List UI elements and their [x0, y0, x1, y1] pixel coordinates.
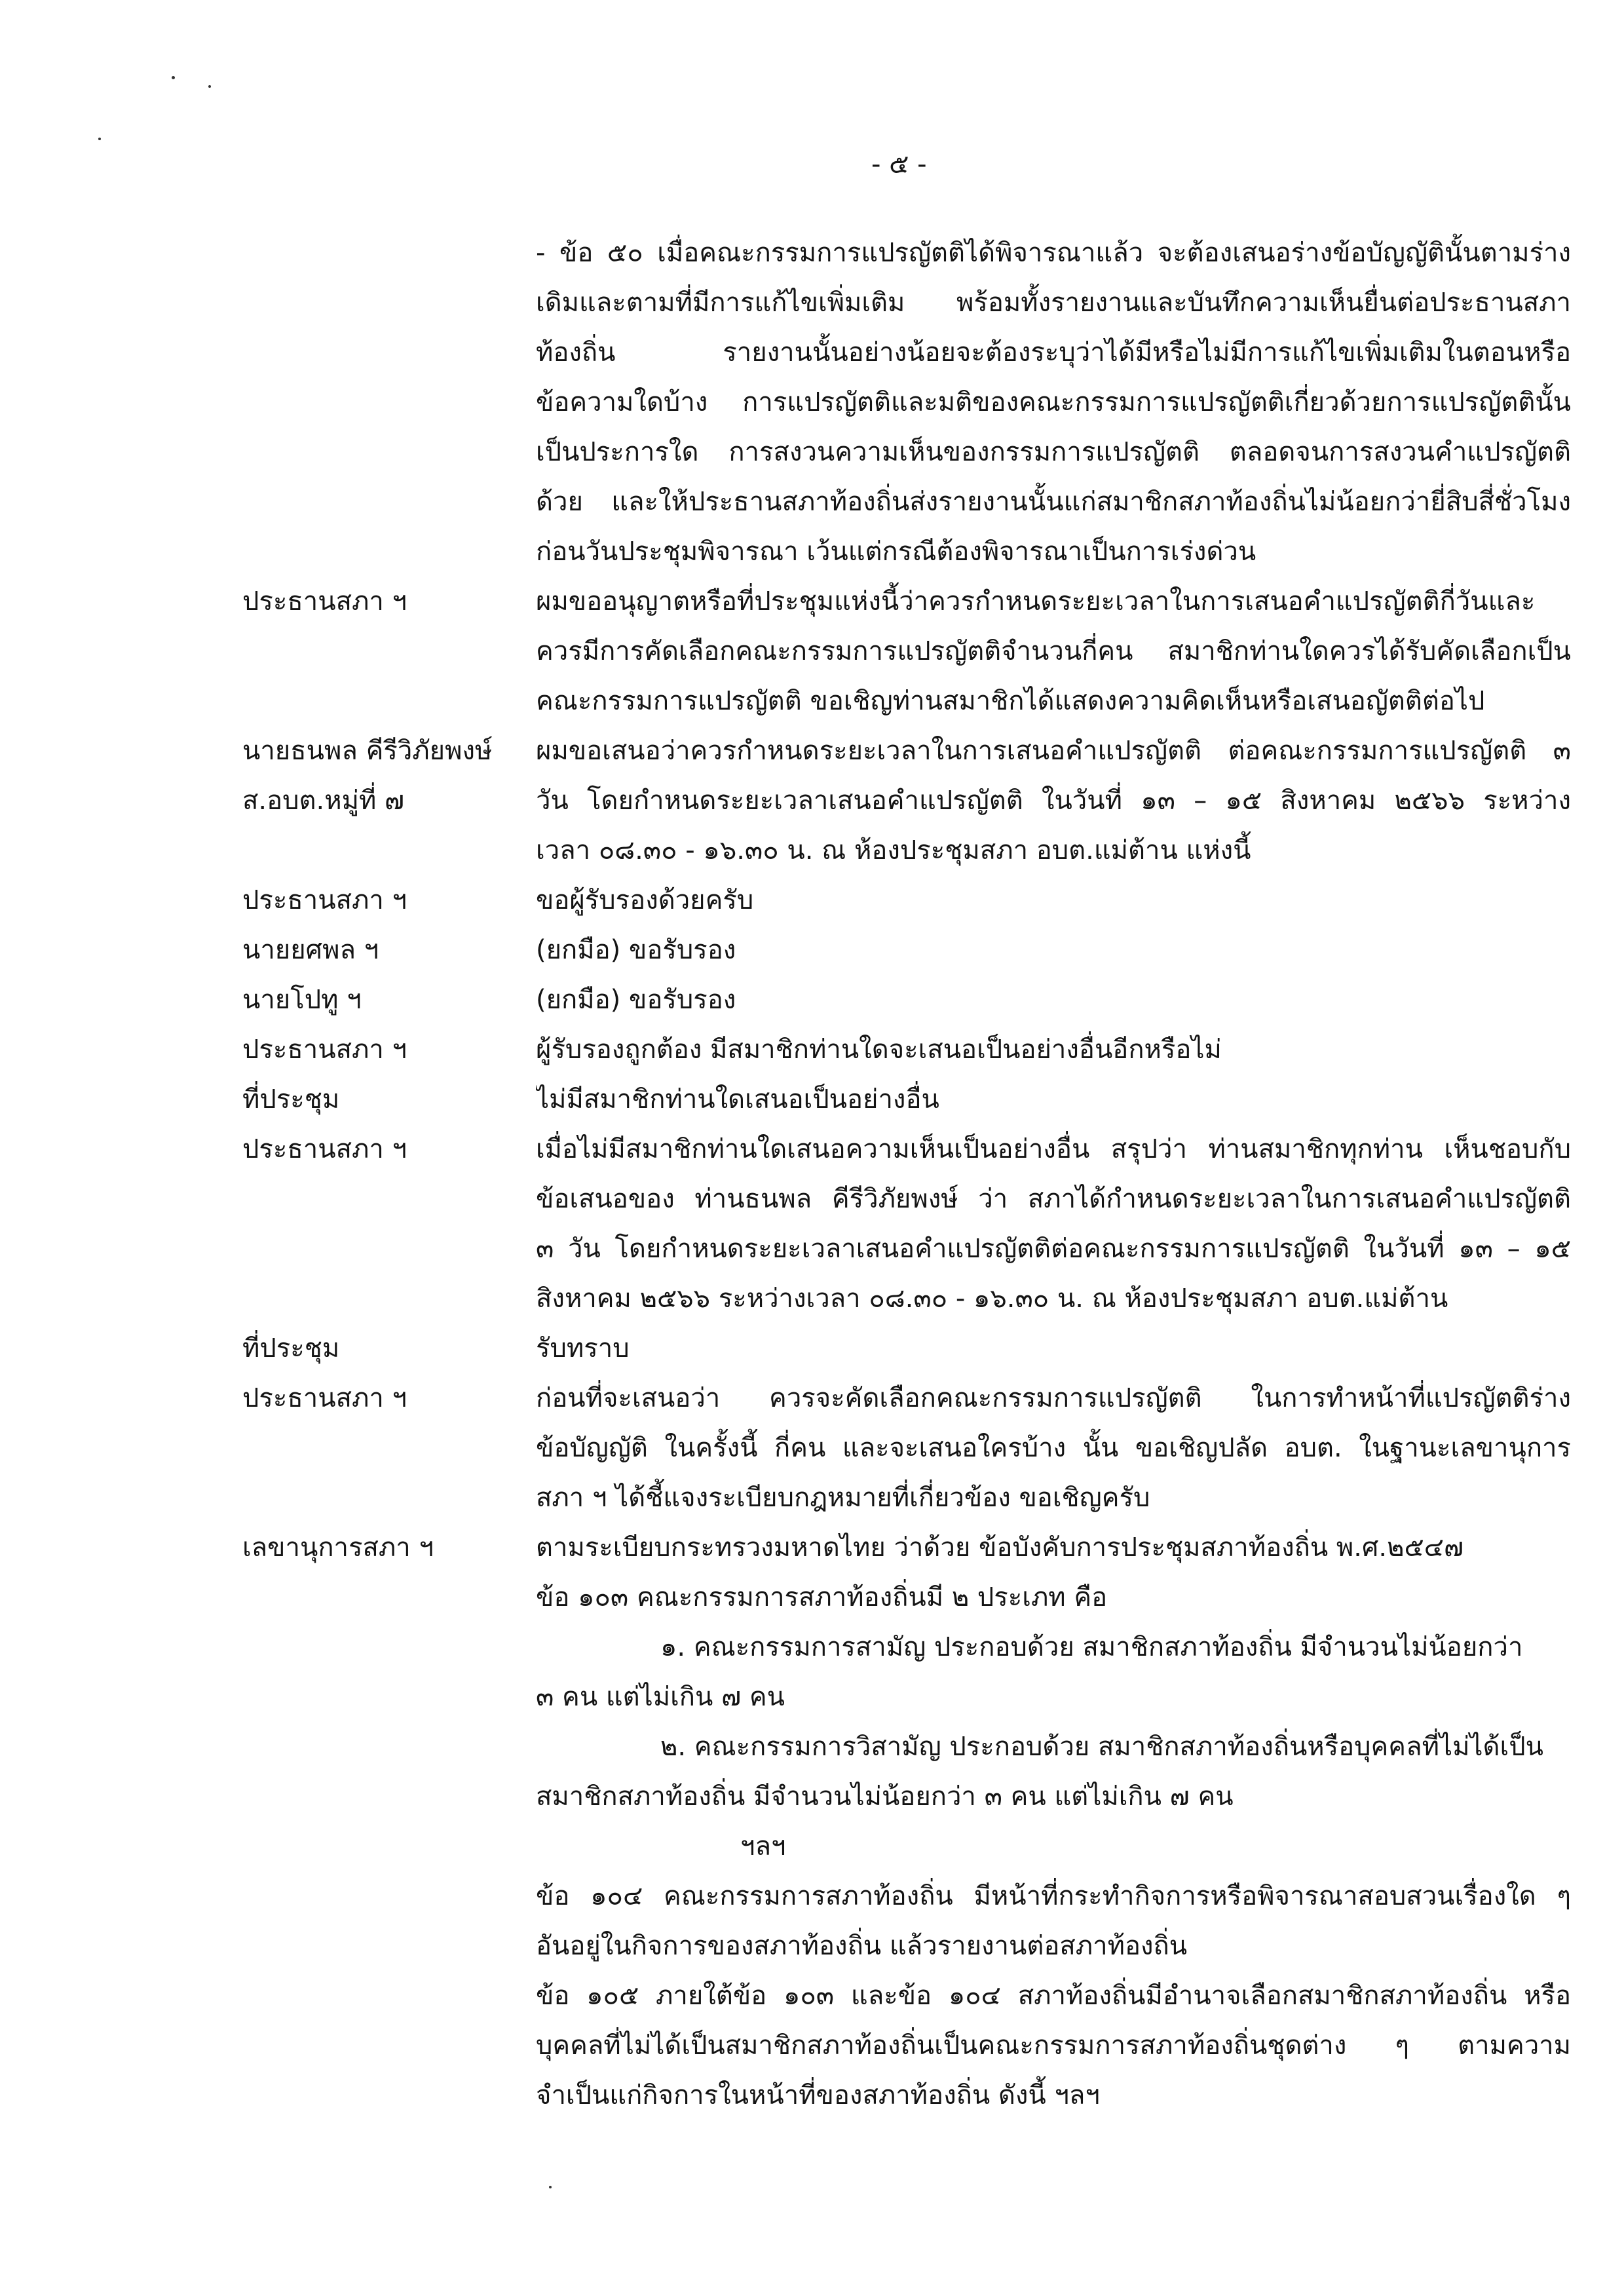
text-row — [0, 1473, 1624, 1523]
text-row — [0, 477, 1624, 527]
speaker-label: นายยศพล ฯ — [242, 935, 379, 965]
text-row — [0, 427, 1624, 477]
statement-line: ผมขอเสนอว่าควรกำหนดระยะเวลาในการเสนอคำแปรญัตติ ต่อคณะกรรมการแปรญัตติ ๓ — [536, 736, 1571, 766]
statement-line: (ยกมือ) ขอรับรอง — [536, 985, 736, 1015]
statement-line: ก่อนที่จะเสนอว่า ควรจะคัดเลือกคณะกรรมการแปรญัตติ ในการทำหน้าที่แปรญัตติร่าง — [536, 1383, 1571, 1413]
speaker-label: ประธานสภา ฯ — [242, 1134, 407, 1164]
text-row — [0, 1174, 1624, 1224]
statement-line: - ข้อ ๕๐ เมื่อคณะกรรมการแปรญัตติได้พิจารณาแล้ว จะต้องเสนอร่างข้อบัญญัตินั้นตามร่าง — [536, 238, 1571, 268]
text-row — [0, 1224, 1624, 1274]
speaker-label: ประธานสภา ฯ — [242, 1383, 407, 1413]
minutes-entry — [0, 875, 1624, 925]
minutes-entry — [0, 925, 1624, 975]
scan-speck — [208, 85, 211, 88]
statement-line: เป็นประการใด การสงวนความเห็นของกรรมการแปรญัตติ ตลอดจนการสงวนคำแปรญัตติ — [536, 437, 1571, 467]
minutes-body — [0, 228, 1624, 2120]
text-row — [0, 626, 1624, 676]
speaker-label: ที่ประชุม — [242, 1084, 340, 1115]
minutes-entry — [0, 1324, 1624, 1373]
speaker-position: ส.อบต.หมู่ที่ ๗ — [242, 786, 405, 816]
minutes-entry — [0, 1523, 1624, 2120]
statement-line: (ยกมือ) ขอรับรอง — [536, 935, 736, 965]
text-row — [0, 875, 1624, 925]
text-row — [0, 1821, 1624, 1871]
statement-line: วัน โดยกำหนดระยะเวลาเสนอคำแปรญัตติ ในวันที่ ๑๓ – ๑๕ สิงหาคม ๒๕๖๖ ระหว่าง — [536, 786, 1571, 816]
text-row — [0, 1672, 1624, 1722]
minutes-entry — [0, 228, 1624, 577]
scan-speck — [549, 2186, 552, 2188]
statement-line: สภา ฯ ได้ชี้แจงระเบียบกฎหมายที่เกี่ยวข้อง ขอเชิญครับ — [536, 1483, 1150, 1513]
minutes-entry — [0, 975, 1624, 1025]
minutes-entry — [0, 577, 1624, 726]
statement-line: ควรมีการคัดเลือกคณะกรรมการแปรญัตติจำนวนกี่คน สมาชิกท่านใดควรได้รับคัดเลือกเป็น — [536, 636, 1571, 666]
text-row — [0, 1722, 1624, 1772]
text-row — [0, 1324, 1624, 1373]
statement-line: ฯลฯ — [740, 1831, 786, 1861]
page-number: - ๕ - — [871, 149, 927, 180]
text-row — [0, 925, 1624, 975]
speaker-label: ประธานสภา ฯ — [242, 1035, 407, 1065]
statement-line: สิงหาคม ๒๕๖๖ ระหว่างเวลา ๐๘.๓๐ - ๑๖.๓๐ น. ณ ห้องประชุมสภา อบต.แม่ต้าน — [536, 1284, 1448, 1314]
statement-line: เมื่อไม่มีสมาชิกท่านใดเสนอความเห็นเป็นอย่างอื่น สรุปว่า ท่านสมาชิกทุกท่าน เห็นชอบกับ — [536, 1134, 1571, 1164]
statement-line: เดิมและตามที่มีการแก้ไขเพิ่มเติม พร้อมทั้งรายงานและบันทึกความเห็นยื่นต่อประธานสภา — [536, 288, 1571, 318]
text-row — [0, 1772, 1624, 1821]
statement-line: อันอยู่ในกิจการของสภาท้องถิ่น แล้วรายงานต่อสภาท้องถิ่น — [536, 1931, 1188, 1961]
statement-line: คณะกรรมการแปรญัตติ ขอเชิญท่านสมาชิกได้แสดงความคิดเห็นหรือเสนอญัตติต่อไป — [536, 686, 1485, 716]
statement-line: ข้อ ๑๐๓ คณะกรรมการสภาท้องถิ่นมี ๒ ประเภท คือ — [536, 1582, 1108, 1612]
statement-line: สมาชิกสภาท้องถิ่น มีจำนวนไม่น้อยกว่า ๓ คน แต่ไม่เกิน ๗ คน — [536, 1782, 1234, 1812]
minutes-entry — [0, 1025, 1624, 1075]
scan-speck — [98, 138, 101, 140]
statement-line: ๓ วัน โดยกำหนดระยะเวลาเสนอคำแปรญัตติต่อคณะกรรมการแปรญัตติ ในวันที่ ๑๓ – ๑๕ — [536, 1234, 1571, 1264]
statement-line: ไม่มีสมาชิกท่านใดเสนอเป็นอย่างอื่น — [536, 1084, 939, 1115]
statement-line: ๓ คน แต่ไม่เกิน ๗ คน — [536, 1682, 785, 1712]
minutes-entry — [0, 1124, 1624, 1324]
statement-line: ข้อความใดบ้าง การแปรญัตติและมติของคณะกรรมการแปรญัตติเกี่ยวด้วยการแปรญัตตินั้น — [536, 387, 1571, 417]
text-row — [0, 1573, 1624, 1622]
speaker-label: ประธานสภา ฯ — [242, 885, 407, 915]
text-row — [0, 1124, 1624, 1174]
statement-line: ผู้รับรองถูกต้อง มีสมาชิกท่านใดจะเสนอเป็นอย่างอื่นอีกหรือไม่ — [536, 1035, 1222, 1065]
statement-line: ข้อเสนอของ ท่านธนพล คีรีวิภัยพงษ์ ว่า สภาได้กำหนดระยะเวลาในการเสนอคำแปรญัตติ — [536, 1184, 1571, 1214]
speaker-label: ประธานสภา ฯ — [242, 586, 407, 617]
speaker-label: ที่ประชุม — [242, 1333, 340, 1363]
speaker-label: นายธนพล คีรีวิภัยพงษ์ — [242, 736, 493, 766]
text-row — [0, 1921, 1624, 1971]
text-row — [0, 1523, 1624, 1573]
text-row — [0, 377, 1624, 427]
text-row — [0, 726, 1624, 776]
statement-line: ขอผู้รับรองด้วยครับ — [536, 885, 754, 915]
text-row — [0, 1025, 1624, 1075]
text-row — [0, 228, 1624, 278]
scan-speck — [172, 76, 175, 79]
text-row — [0, 1423, 1624, 1473]
text-row — [0, 975, 1624, 1025]
statement-line: รับทราบ — [536, 1333, 630, 1363]
minutes-entry — [0, 1075, 1624, 1124]
text-row — [0, 1971, 1624, 2021]
minutes-entry — [0, 1373, 1624, 1523]
text-row — [0, 577, 1624, 626]
statement-line: ด้วย และให้ประธานสภาท้องถิ่นส่งรายงานนั้นแก่สมาชิกสภาท้องถิ่นไม่น้อยกว่ายี่สิบสี่ชั่วโมง — [536, 487, 1571, 517]
statement-line: ผมขออนุญาตหรือที่ประชุมแห่งนี้ว่าควรกำหนดระยะเวลาในการเสนอคำแปรญัตติกี่วันและ — [536, 586, 1536, 617]
statement-line: ๑. คณะกรรมการสามัญ ประกอบด้วย สมาชิกสภาท้องถิ่น มีจำนวนไม่น้อยกว่า — [660, 1632, 1523, 1662]
text-row — [0, 1622, 1624, 1672]
statement-line: ตามระเบียบกระทรวงมหาดไทย ว่าด้วย ข้อบังคับการประชุมสภาท้องถิ่น พ.ศ.๒๕๔๗ — [536, 1533, 1464, 1563]
statement-line: ๒. คณะกรรมการวิสามัญ ประกอบด้วย สมาชิกสภาท้องถิ่นหรือบุคคลที่ไม่ได้เป็น — [660, 1732, 1543, 1762]
statement-line: ท้องถิ่น รายงานนั้นอย่างน้อยจะต้องระบุว่าได้มีหรือไม่มีการแก้ไขเพิ่มเติมในตอนหรือ — [536, 337, 1571, 368]
text-row — [0, 2021, 1624, 2070]
statement-line: บุคคลที่ไม่ได้เป็นสมาชิกสภาท้องถิ่นเป็นคณะกรรมการสภาท้องถิ่นชุดต่าง ๆ ตามความ — [536, 2031, 1571, 2061]
minutes-entry — [0, 726, 1624, 875]
statement-line: ก่อนวันประชุมพิจารณา เว้นแต่กรณีต้องพิจารณาเป็นการเร่งด่วน — [536, 537, 1256, 567]
text-row — [0, 1075, 1624, 1124]
statement-line: ข้อบัญญัติ ในครั้งนี้ กี่คน และจะเสนอใครบ้าง นั้น ขอเชิญปลัด อบต. ในฐานะเลขานุการ — [536, 1433, 1571, 1463]
text-row — [0, 328, 1624, 377]
speaker-label: นายโปทู ฯ — [242, 985, 362, 1015]
text-row — [0, 2070, 1624, 2120]
statement-line: เวลา ๐๘.๓๐ - ๑๖.๓๐ น. ณ ห้องประชุมสภา อบต.แม่ต้าน แห่งนี้ — [536, 835, 1251, 866]
statement-line: ข้อ ๑๐๕ ภายใต้ข้อ ๑๐๓ และข้อ ๑๐๔ สภาท้องถิ่นมีอำนาจเลือกสมาชิกสภาท้องถิ่น หรือ — [536, 1981, 1571, 2011]
text-row — [0, 278, 1624, 328]
text-row — [0, 527, 1624, 577]
speaker-label: เลขานุการสภา ฯ — [242, 1533, 434, 1563]
text-row — [0, 776, 1624, 826]
statement-line: จำเป็นแก่กิจการในหน้าที่ของสภาท้องถิ่น ดังนี้ ฯลฯ — [536, 2080, 1100, 2110]
text-row — [0, 676, 1624, 726]
text-row — [0, 1871, 1624, 1921]
text-row — [0, 826, 1624, 875]
text-row — [0, 1274, 1624, 1324]
text-row — [0, 1373, 1624, 1423]
statement-line: ข้อ ๑๐๔ คณะกรรมการสภาท้องถิ่น มีหน้าที่กระทำกิจการหรือพิจารณาสอบสวนเรื่องใด ๆ — [536, 1881, 1571, 1911]
